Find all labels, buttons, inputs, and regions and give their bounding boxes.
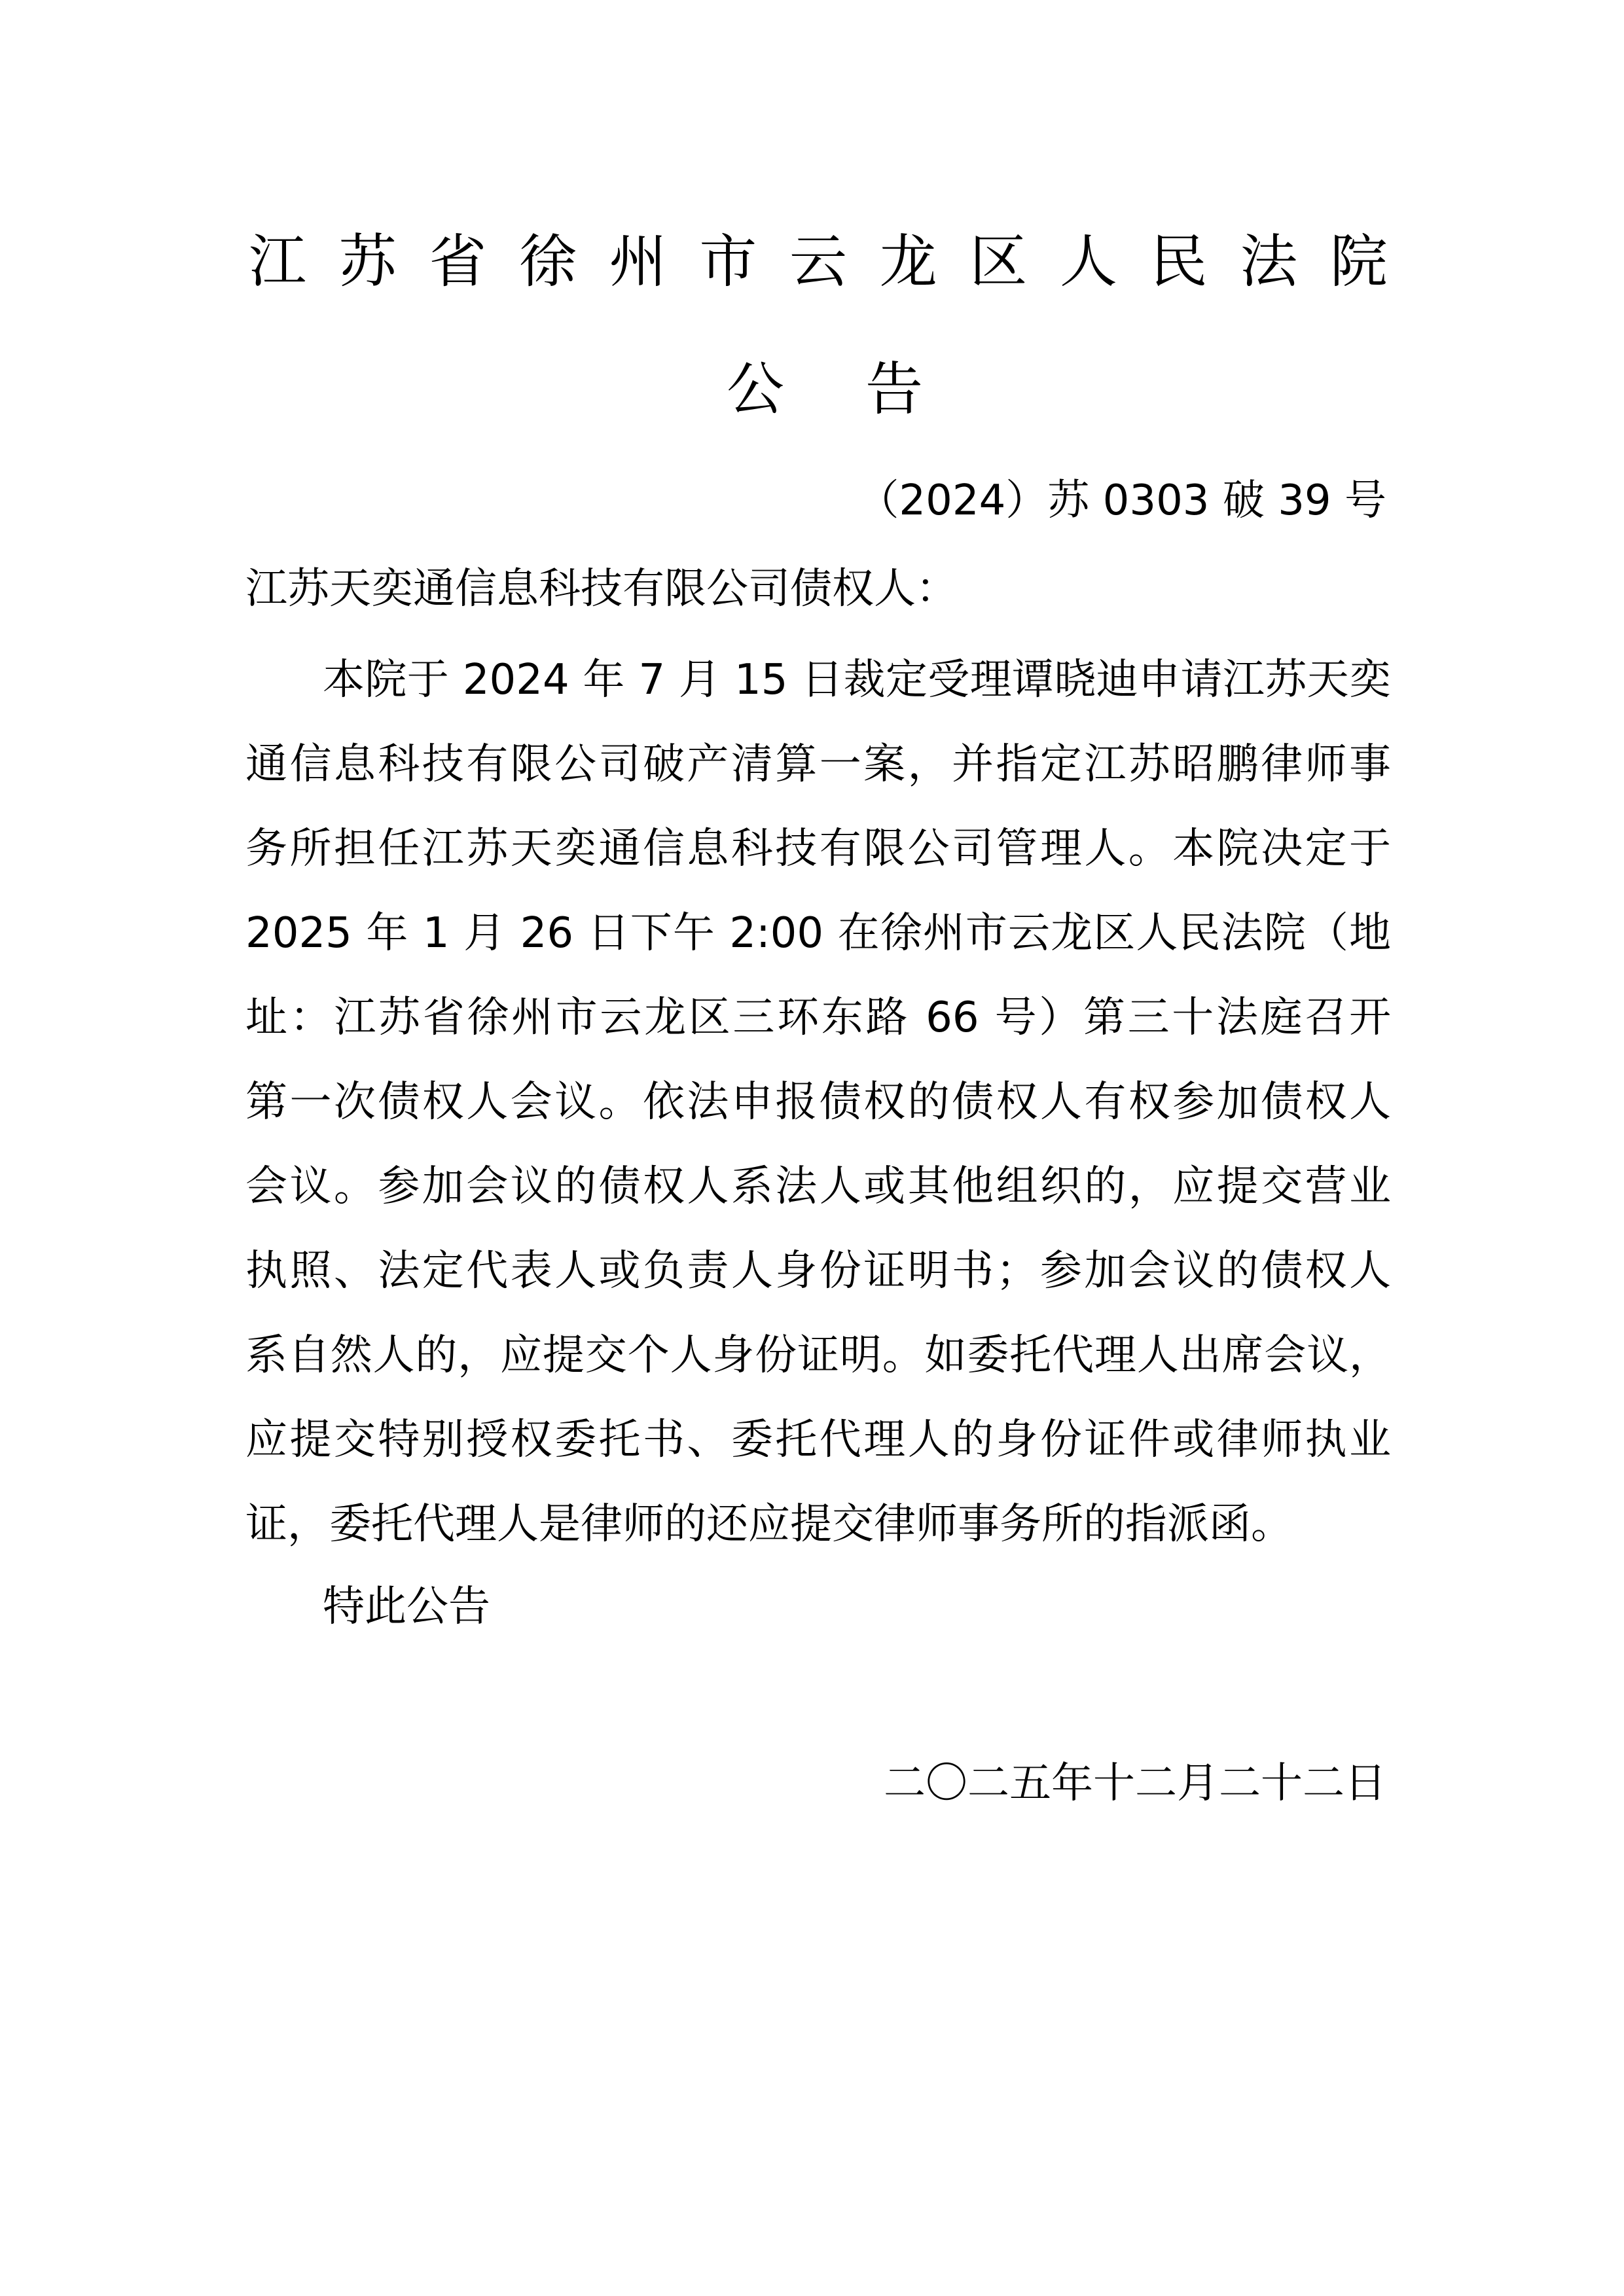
court-name-char: 人 [1059, 228, 1117, 295]
body-line: 务所担任江苏天奕通信息科技有限公司管理人。本院决定于 [245, 825, 1391, 873]
addressee: 江苏天奕通信息科技有限公司债权人： [245, 565, 958, 613]
court-name-char: 法 [1240, 228, 1298, 295]
court-name-char: 市 [699, 228, 757, 295]
body-line: 会议。参加会议的债权人系法人或其他组织的，应提交营业 [245, 1162, 1391, 1211]
court-name-char: 州 [609, 228, 667, 295]
body-line: 本院于 2024 年 7 月 15 日裁定受理谭晓迪申请江苏天奕 [323, 656, 1391, 704]
title-char: 公 [727, 355, 785, 423]
court-name-char: 院 [1329, 228, 1388, 295]
court-name-char: 省 [429, 228, 487, 295]
court-name-char: 云 [789, 228, 847, 295]
body-line: 址：江苏省徐州市云龙区三环东路 66 号）第三十法庭召开 [245, 994, 1391, 1042]
body-line: 2025 年 1 月 26 日下午 2:00 在徐州市云龙区人民法院（地 [245, 909, 1391, 958]
court-name-char: 民 [1149, 228, 1208, 295]
notice-date: 二〇二五年十二月二十二日 [884, 1759, 1386, 1808]
body-line: 通信息科技有限公司破产清算一案，并指定江苏昭鹏律师事 [245, 740, 1391, 789]
document-title [727, 347, 923, 432]
court-name-char: 区 [969, 228, 1028, 295]
court-name-char: 徐 [518, 228, 577, 295]
court-name-char: 江 [249, 228, 307, 295]
body-line: 证，委托代理人是律师的还应提交律师事务所的指派函。 [245, 1500, 1293, 1549]
case-number: （2024）苏 0303 破 39 号 [857, 476, 1386, 525]
body-line: 应提交特别授权委托书、委托代理人的身份证件或律师执业 [245, 1416, 1391, 1464]
closing-remark: 特此公告 [323, 1583, 490, 1631]
body-line: 第一次债权人会议。依法申报债权的债权人有权参加债权人 [245, 1078, 1391, 1126]
notice-body [245, 638, 1391, 1567]
body-line: 执照、法定代表人或负责人身份证明书；参加会议的债权人 [245, 1247, 1391, 1295]
title-char: 告 [865, 355, 923, 423]
body-line: 系自然人的，应提交个人身份证明。如委托代理人出席会议， [245, 1331, 1391, 1380]
court-name-heading [249, 219, 1388, 304]
court-name-char: 苏 [338, 228, 397, 295]
court-name-char: 龙 [879, 228, 937, 295]
